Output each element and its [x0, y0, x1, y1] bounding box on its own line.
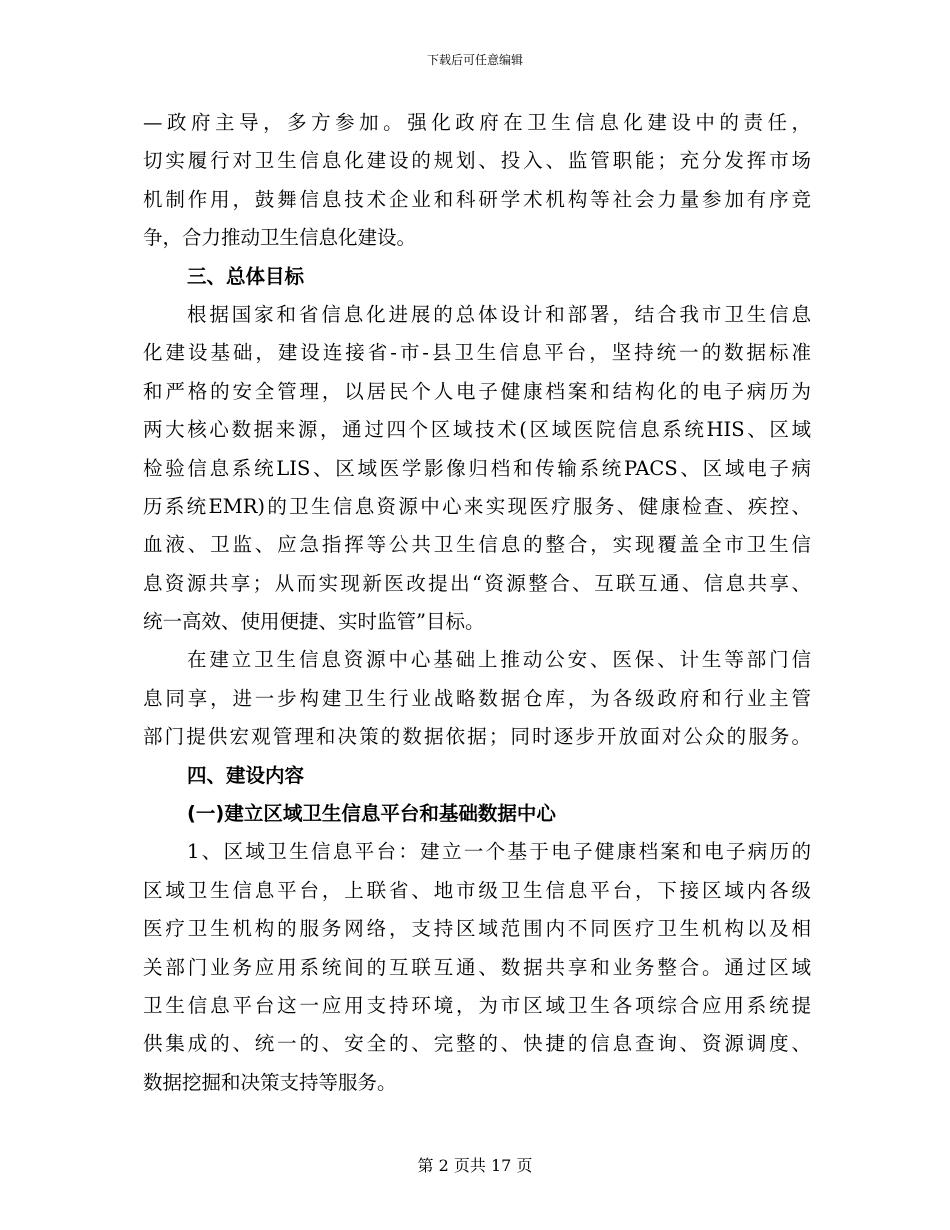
body-line: 血液、卫监、应急指挥等公共卫生信息的整合，实现覆盖全市卫生信	[143, 533, 811, 557]
body-line: 关部门业务应用系统间的互联互通、数据共享和业务整合。通过区域	[143, 955, 811, 979]
body-line: 历系统EMR)的卫生信息资源中心来实现医疗服务、健康检查、疾控、	[143, 494, 811, 518]
body-line: 两大核心数据来源，通过四个区域技术(区域医院信息系统HIS、区域	[143, 418, 811, 442]
section-heading: 三、总体目标	[187, 264, 305, 288]
body-line: 息资源共享；从而实现新医改提出“资源整合、互联互通、信息共享、	[143, 571, 811, 595]
body-line: 1、区域卫生信息平台：建立一个基于电子健康档案和电子病历的	[187, 840, 811, 864]
section-heading: 四、建设内容	[187, 763, 305, 787]
body-line: 争，合力推动卫生信息化建设。	[143, 226, 417, 250]
body-line: 医疗卫生机构的服务网络，支持区域范围内不同医疗卫生机构以及相	[143, 917, 811, 941]
page-header: 下载后可任意编辑	[426, 53, 523, 67]
document-body	[143, 104, 811, 1102]
body-line: 机制作用，鼓舞信息技术企业和科研学术机构等社会力量参加有序竞	[143, 187, 811, 211]
body-line: 检验信息系统LIS、区域医学影像归档和传输系统PACS、区域电子病	[143, 456, 811, 480]
body-line: 部门提供宏观管理和决策的数据依据；同时逐步开放面对公众的服务。	[143, 725, 811, 749]
body-line: 卫生信息平台这一应用支持环境，为市区域卫生各项综合应用系统提	[143, 993, 811, 1017]
body-line: 根据国家和省信息化进展的总体设计和部署，结合我市卫生信息	[187, 302, 811, 326]
body-line: 区域卫生信息平台，上联省、地市级卫生信息平台，下接区域内各级	[143, 878, 811, 902]
body-line: 数据挖掘和决策支持等服务。	[143, 1070, 397, 1094]
body-line: 化建设基础，建设连接省-市-县卫生信息平台，坚持统一的数据标准	[143, 341, 811, 365]
body-line: 在建立卫生信息资源中心基础上推动公安、医保、计生等部门信	[187, 648, 811, 672]
body-line: 切实履行对卫生信息化建设的规划、投入、监管职能；充分发挥市场	[143, 149, 811, 173]
body-line: 息同享，进一步构建卫生行业战略数据仓库，为各级政府和行业主管	[143, 686, 811, 710]
body-line: 供集成的、统一的、安全的、完整的、快捷的信息查询、资源调度、	[143, 1032, 811, 1056]
body-line: —政府主导，多方参加。强化政府在卫生信息化建设中的责任，	[143, 111, 811, 134]
body-line: 统一高效、使用便捷、实时监管”目标。	[143, 610, 485, 634]
body-line: 和严格的安全管理，以居民个人电子健康档案和结构化的电子病历为	[143, 379, 811, 403]
subsection-heading: (一)建立区域卫生信息平台和基础数据中心	[187, 802, 556, 826]
page-footer: 第 2 页共 17 页	[417, 1156, 533, 1175]
